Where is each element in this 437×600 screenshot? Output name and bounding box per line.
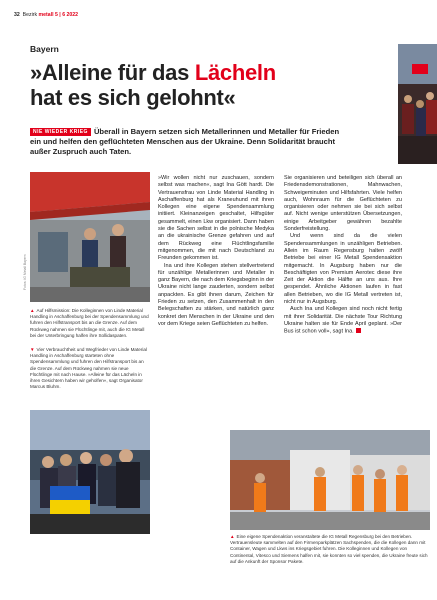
caption-3 — [230, 534, 430, 565]
page-header — [14, 12, 78, 18]
body-paragraph: »Wir wollen nicht nur zuschauen, sondern selbst was machen«, sagt Ina Gött hardt. Die Vertrauensfrau von Linde Material Handling in Aschaffenburg hat als Kraneuhund mit ihren Kollegen eine eigene Spendensammlung initiiert. Kleinanzeigen geschaltet, Hilfsgüter gesammelt, einen Lkw organisiert. Dann haben sie die Sachen selbst in die polnische Medyka an die ukrainische Grenze gefahren und auf dem Rückweg eine Flüchtlingsfamilie mitgenommen, die mit nach Deutschland zu Freunden gekommen ist. — [158, 175, 274, 262]
body-paragraph: Ina und ihre Kollegen stehen stellvertretend für unzählige Metallerinnen und Metaller in ganz Bayern, die nach dem Kriegsbeginn in der Ukraine nicht lange zauderten, sondern selbst anpackten. Es gibt ihnen darum, Zeichen für Frieden zu setzen, den Zusammenhalt in den Belegschaften zu stärken, und natürlich ganz konkret den Menschen in der Ukraine und den vor dem Kriege seien Geflüchteten zu helfen. — [158, 262, 274, 327]
photo-spendenstand — [30, 172, 150, 302]
caption-bullet-icon: ▲ — [230, 534, 235, 539]
section-title: Bayern — [30, 44, 59, 54]
caption-bullet-icon: ▼ — [30, 347, 35, 352]
photo-demonstration — [398, 44, 437, 164]
body-column-1 — [158, 175, 274, 328]
lead-paragraph — [30, 127, 348, 157]
photo-group-flag — [30, 410, 150, 534]
kicker-badge: NIE WIEDER KRIEG — [30, 128, 91, 136]
section-label: Bezirk — [22, 12, 38, 18]
body-paragraph-text: Auch Ina und Kollegen sind noch nicht fertig mit ihrer Solidarität. Die nächste Tour Richtung Ukraine halten sie für Ende April geplant. »Der Bus ist schon voll«, sagt Ina. — [284, 306, 402, 335]
photo-credit: Fotos: IG Metall Bayern — [23, 254, 27, 290]
headline-part1: »Alleine für das — [30, 60, 195, 85]
caption-3-text: Eine eigene Spendenaktion veranstaltete die IG Metall Regensburg bei den Betrieben. Vertrauensleute sammelten auf den Firmenparkplätzen Sachspenden, die die Kollegen dann mit Container, Wagen und Lkws ins Kriegsgebiet fuhren. Die Kolleginnen und Kollegen von Continental, Vitesco und Siemens halfen mit, sie konnten so viel spenden, die Ukraine freute sich auf die Ankunft der Sponsor Pakete. — [230, 534, 428, 564]
photo-truck-group — [230, 430, 430, 530]
caption-2 — [30, 347, 150, 390]
caption-bullet-icon: ▲ — [30, 308, 35, 313]
body-column-2 — [284, 175, 402, 336]
caption-1 — [30, 308, 150, 339]
body-paragraph: Und wenn sind da die vielen Spendensammlungen in unzähligen Betrieben. Allein im Raum Regensburg halten zwölf Betriebe bei einer IG Metall Spendensaktion mitgemacht. In Augsburg haben nur die Beschäftigten von Premium Aerotec diese ihre Zeit der Aktion die Hälfte an uns aus. Ihre gespendet. Ähnliche Aktionen laufen in fast allen Betrieben, wo die IG Metall vertreten ist, nicht nur in Augsburg. — [284, 233, 402, 306]
headline-part2: hat es sich gelohnt« — [30, 85, 236, 110]
end-mark-icon — [356, 328, 361, 333]
headline — [30, 60, 400, 110]
magazine-issue: metall 5 | 6 2022 — [38, 12, 79, 18]
caption-1-text: Auf Hilfsmission: Die Kolleginnen von Linde Material Handling in Aschaffenburg bei der Spendensammlung und fuhren den Hilfstransport bis an die Grenze. Auf dem Rückweg nahmen sie Flüchtlinge mit, auch die IG Metall bei der Unterbringung halfen ihre Sollidaspaten. — [30, 308, 149, 338]
body-paragraph: Sie organisieren und beteiligen sich überall an Friedensdemonstrationen, Mahnwachen, Schweigeminuten und Hilfsfahrten. Viele helfen auch, Wohnraum für die Geflüchteten zu organisieren oder nehmen sie bei sich selbst auf. Nicht wenige unterstützen Übersetzungen, einige Arbeitgeber gewähren bezahlte Sonderfreistellung. — [284, 175, 402, 233]
headline-highlight: Lächeln — [194, 60, 276, 85]
lead-text: Überall in Bayern setzen sich Metallerinnen und Metaller für Frieden ein und helfen den geflüchteten Menschen aus der Ukraine. Denn Solidarität braucht außer Zuspruch auch Taten. — [30, 127, 340, 156]
page-number: 32 — [14, 12, 20, 18]
caption-2-text: Vier Verbrauchtheit und Wegfrieder von Linde Material Handling in Aschaffenburg starteten ohne Spendensammlung und fuhren den Hilfstransport bis an die Grenze. Auf dem Rückweg nahmen sie neue Flüchtlinge mit nach Hause. »Alleine für das Lächeln in ihren Gesichtern haben wir geholfen«, sagt Organisator Marcus Bluhm. — [30, 347, 147, 390]
body-paragraph — [284, 306, 402, 336]
